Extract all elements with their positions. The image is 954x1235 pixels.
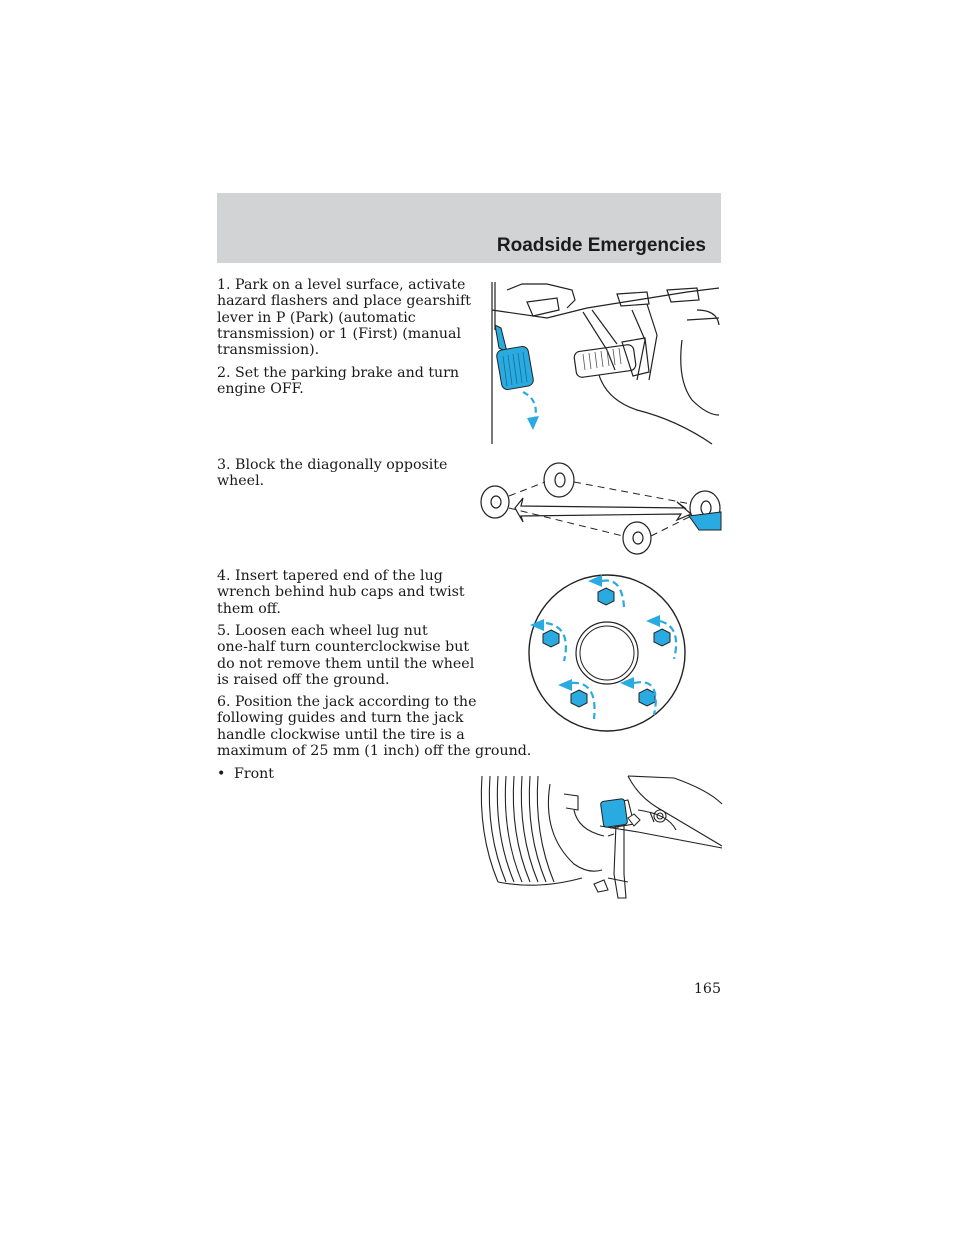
step-5-text: 5. Loosen each wheel lug nut one-half turn counterclockwise but do not remove them until the wheel is raised off the ground. (217, 623, 475, 688)
step-4-text: 4. Insert tapered end of the lug wrench behind hub caps and twist them off. (217, 568, 465, 617)
step-2-text: 2. Set the parking brake and turn engine OFF. (217, 365, 460, 398)
section-title: Roadside Emergencies (496, 235, 706, 256)
front-jack-position-illustration (478, 774, 724, 904)
bullet-front (217, 766, 274, 782)
bullet-dot-icon: • (217, 766, 226, 782)
section-header (217, 193, 721, 263)
parking-brake-pedal-illustration (487, 280, 721, 446)
diagonal-wheel-block-illustration (477, 458, 725, 558)
lug-nut-loosening-illustration (522, 567, 692, 737)
page-number: 165 (693, 981, 721, 997)
step-6-text: 6. Position the jack according to the following guides and turn the jack handle clockwise until the tire is a maximum of 25 mm (1 inch) off the ground. (217, 694, 532, 759)
bullet-front-label: Front (234, 766, 275, 782)
step-3-text: 3. Block the diagonally opposite wheel. (217, 457, 448, 490)
step-1-text: 1. Park on a level surface, activate hazard flashers and place gearshift lever in P (Park) (automatic transmission) or 1 (First) (manual transmission). (217, 277, 471, 359)
